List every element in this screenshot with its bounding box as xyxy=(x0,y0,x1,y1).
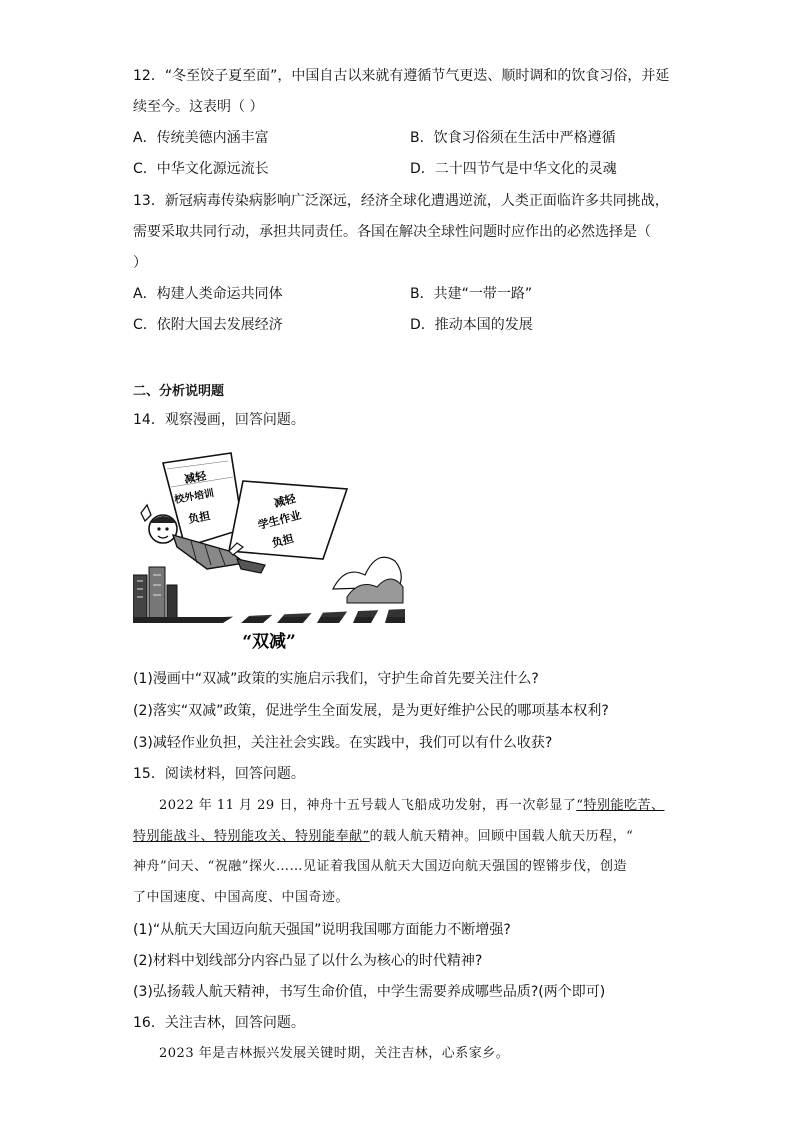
q15-sub2: (2)材料中划线部分内容凸显了以什么为核心的时代精神? xyxy=(133,953,483,969)
section-heading: 二、分析说明题 xyxy=(133,384,225,399)
q13-stem-line3: ） xyxy=(133,255,147,271)
banner-left-line1: 减轻 xyxy=(183,469,208,486)
q12-option-c: C．中华文化源远流长 xyxy=(133,161,269,177)
q14-sub1: (1)漫画中“双减”政策的实施启示我们，守护生命首先要关注什么? xyxy=(133,671,539,687)
q15-material-underline-part1: “特别能吃苦、 xyxy=(576,798,665,813)
q14-stem: 14．观察漫画，回答问题。 xyxy=(133,412,305,428)
q15-material-underline-part2: 特别能战斗、特别能攻关、特别能奉献” xyxy=(133,829,370,844)
q15-material-line2-text: 的载人航天精神。回顾中国载人航天历程，“ xyxy=(369,829,634,844)
q12-option-b: B．饮食习俗须在生活中严格遵循 xyxy=(410,130,616,146)
q15-material-line3: 神舟”问天、“祝融”探火……见证着我国从航天大国迈向航天强国的铿锵步伐，创造 xyxy=(133,859,627,874)
q13-option-a: A．构建人类命运共同体 xyxy=(133,286,283,302)
q12-option-d: D．二十四节气是中华文化的灵魂 xyxy=(410,161,617,177)
q13-option-c: C．依附大国去发展经济 xyxy=(133,317,283,333)
city-buildings xyxy=(133,567,177,621)
q14-sub2: (2)落实“双减”政策，促进学生全面发展，是为更好维护公民的哪项基本权利? xyxy=(133,703,609,719)
q15-material-line4: 了中国速度、中国高度、中国奇迹。 xyxy=(133,890,350,905)
q15-sub3: (3)弘扬载人航天精神，书写生命价值，中学生需要养成哪些品质?(两个即可) xyxy=(133,984,606,1000)
q12-stem-line2: 续至今。这表明（ ） xyxy=(133,99,264,115)
banner-right-line1: 减轻 xyxy=(272,491,298,510)
cartoon-caption: “双减” xyxy=(242,632,296,652)
q13-option-b: B．共建“一带一路” xyxy=(410,286,533,302)
q13-option-d: D．推动本国的发展 xyxy=(410,317,533,333)
q15-sub1: (1)“从航天大国迈向航天强国”说明我国哪方面能力不断增强? xyxy=(133,922,511,938)
q12-option-a: A．传统美德内涵丰富 xyxy=(133,130,269,146)
q13-stem-line2: 需要采取共同行动，承担共同责任。各国在解决全球性问题时应作出的必然选择是（ xyxy=(133,224,651,240)
q16-material-line1: 2023 年是吉林振兴发展关键时期，关注吉林，心系家乡。 xyxy=(159,1046,510,1061)
q14-sub3: (3)减轻作业负担，关注社会实践。在实践中，我们可以有什么收获? xyxy=(133,735,553,751)
banner-left-line2: 校外培训 xyxy=(173,488,215,506)
banner-right-line3: 负担 xyxy=(270,531,296,550)
q15-material-line1 xyxy=(159,796,665,816)
smoke-clouds xyxy=(333,557,403,603)
q12-stem-line1: 12．“冬至饺子夏至面”，中国自古以来就有遵循节气更迭、顺时调和的饮食习俗，并延 xyxy=(133,68,670,84)
q15-material-line2 xyxy=(133,827,633,847)
double-reduction-cartoon xyxy=(133,447,405,657)
cartoon-illustration xyxy=(133,447,405,657)
q16-stem: 16．关注吉林，回答问题。 xyxy=(133,1015,305,1031)
banner-right xyxy=(229,481,347,559)
banner-right-line2: 学生作业 xyxy=(256,508,303,532)
q13-stem-line1: 13．新冠病毒传染病影响广泛深远，经济全球化遭遇逆流，人类正面临许多共同挑战， xyxy=(133,193,669,209)
q15-material-line1-text: 2022 年 11 月 29 日，神舟十五号载人飞船成功发射，再一次彰显了 xyxy=(159,798,577,813)
q15-stem: 15．阅读材料，回答问题。 xyxy=(133,766,305,782)
banner-left-line3: 负担 xyxy=(187,509,212,526)
